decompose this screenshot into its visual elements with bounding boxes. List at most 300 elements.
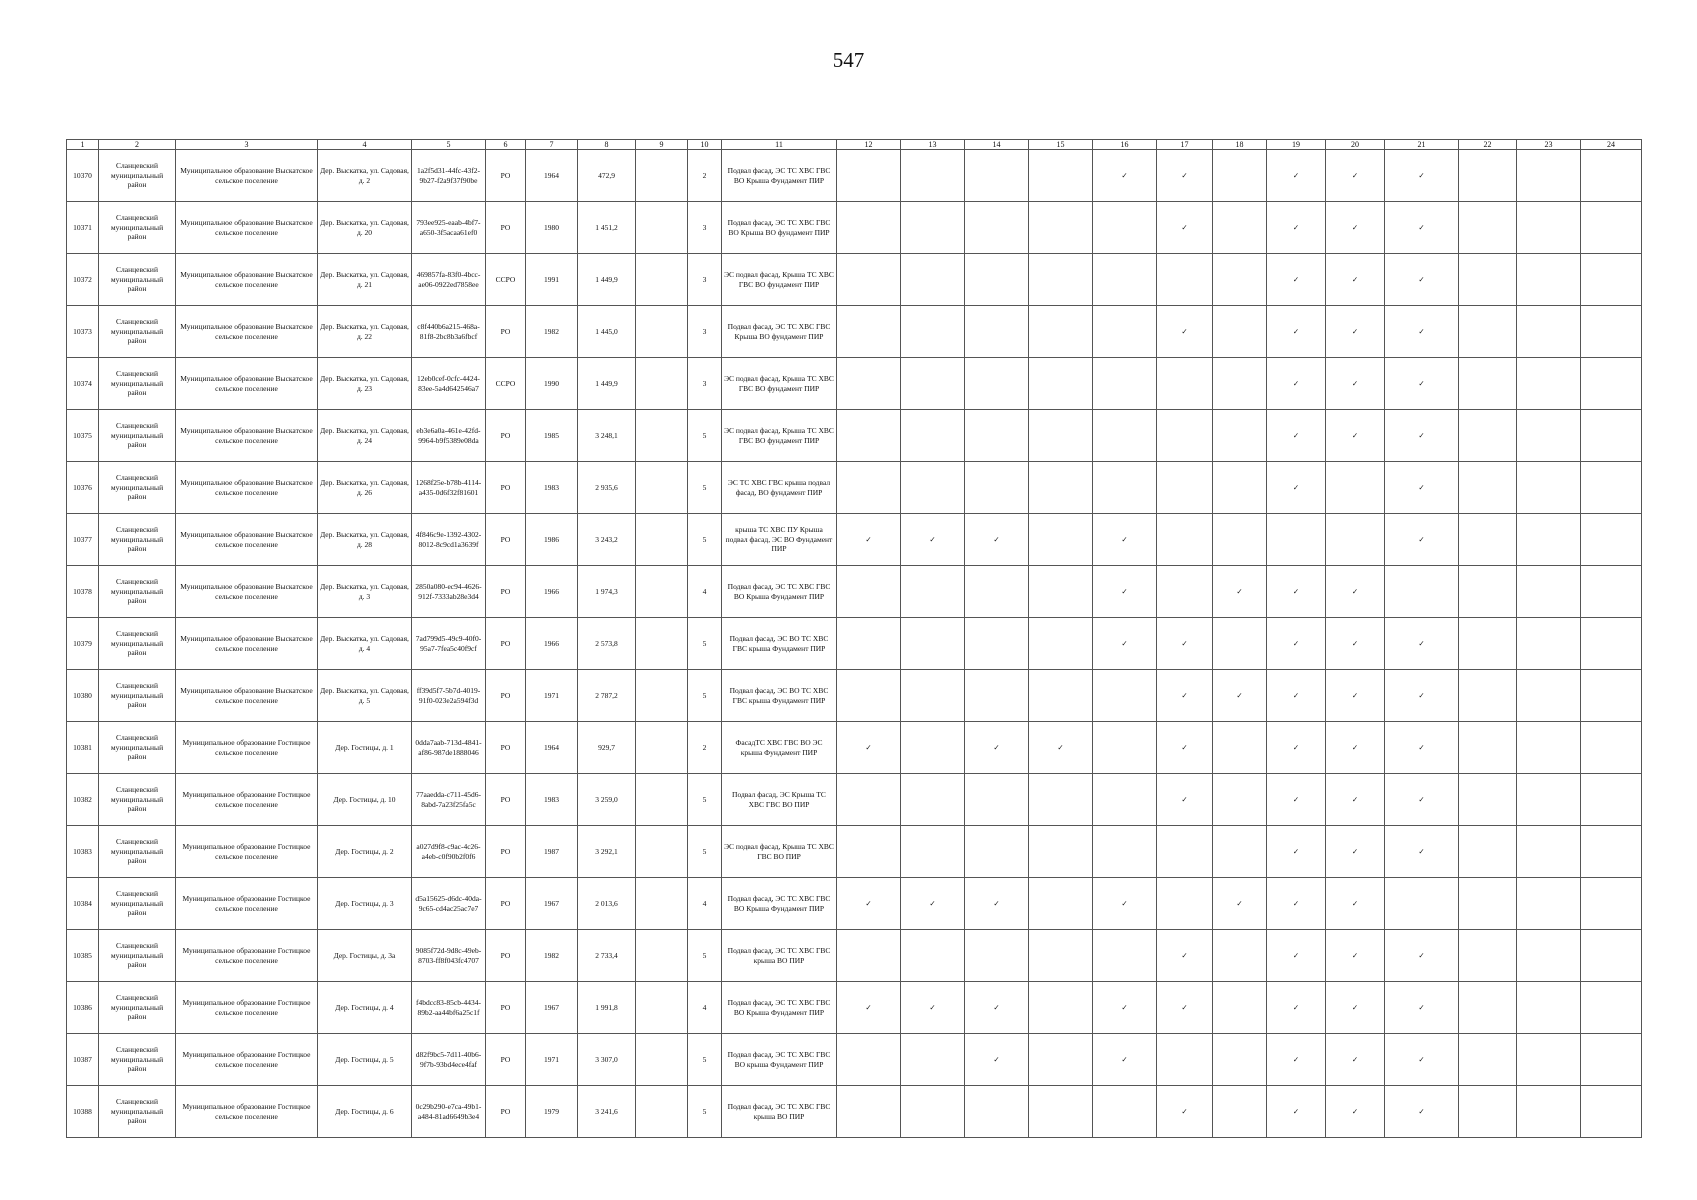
works-list-cell: ЭС подвал фасад, Крыша ТС ХВС ГВС ВО фундамент ПИР: [722, 254, 837, 306]
works-list-cell: ЭС ТС ХВС ГВС крыша подвал фасад, ВО фундамент ПИР: [722, 462, 837, 514]
empty-work-cell: [1517, 722, 1581, 774]
district-cell: Сланцевский муниципальный район: [99, 150, 176, 202]
checkmark-icon: ✓: [1326, 618, 1385, 670]
column-9-cell: [636, 1034, 688, 1086]
district-cell: Сланцевский муниципальный район: [99, 410, 176, 462]
floors-cell: 5: [688, 514, 722, 566]
empty-work-cell: [1517, 410, 1581, 462]
column-number-header: 20: [1326, 140, 1385, 150]
empty-work-cell: [965, 462, 1029, 514]
empty-work-cell: [1157, 462, 1213, 514]
column-number-header: 6: [486, 140, 526, 150]
building-uid-cell: f4bdcc83-85cb-4434-89b2-aa44bf6a25c1f: [412, 982, 486, 1034]
management-type-cell: РО: [486, 982, 526, 1034]
table-row: [67, 514, 1642, 566]
empty-work-cell: [901, 618, 965, 670]
floors-cell: 3: [688, 358, 722, 410]
empty-work-cell: [1581, 358, 1642, 410]
table-row: [67, 462, 1642, 514]
checkmark-icon: ✓: [1326, 670, 1385, 722]
empty-work-cell: [1581, 722, 1642, 774]
management-type-cell: РО: [486, 930, 526, 982]
checkmark-icon: ✓: [1385, 150, 1459, 202]
area-cell: 1 445,0: [578, 306, 636, 358]
year-built-cell: 1967: [526, 982, 578, 1034]
address-cell: Дер. Гостицы, д. 10: [318, 774, 412, 826]
municipality-cell: Муниципальное образование Гостицкое сельское поселение: [176, 930, 318, 982]
table-row: [67, 826, 1642, 878]
row-id-cell: 10385: [67, 930, 99, 982]
checkmark-icon: ✓: [837, 982, 901, 1034]
empty-work-cell: [901, 1086, 965, 1138]
empty-work-cell: [1581, 514, 1642, 566]
row-id-cell: 10378: [67, 566, 99, 618]
empty-work-cell: [1093, 462, 1157, 514]
municipality-cell: Муниципальное образование Гостицкое сельское поселение: [176, 1034, 318, 1086]
works-list-cell: Подвал фасад, ЭС ТС ХВС ГВС ВО Крыша Фундамент ПИР: [722, 566, 837, 618]
checkmark-icon: ✓: [1157, 306, 1213, 358]
address-cell: Дер. Гостицы, д. 5: [318, 1034, 412, 1086]
floors-cell: 3: [688, 306, 722, 358]
checkmark-icon: ✓: [1157, 722, 1213, 774]
works-list-cell: Подвал фасад, ЭС ТС ХВС ГВС ВО Крыша ВО фундамент ПИР: [722, 202, 837, 254]
table-row: [67, 618, 1642, 670]
column-9-cell: [636, 878, 688, 930]
checkmark-icon: ✓: [1093, 514, 1157, 566]
area-cell: 1 451,2: [578, 202, 636, 254]
column-9-cell: [636, 462, 688, 514]
empty-work-cell: [1459, 566, 1517, 618]
floors-cell: 5: [688, 774, 722, 826]
area-cell: 1 991,8: [578, 982, 636, 1034]
checkmark-icon: ✓: [1385, 1086, 1459, 1138]
page-number: 547: [832, 48, 865, 72]
checkmark-icon: ✓: [1267, 150, 1326, 202]
row-id-cell: 10387: [67, 1034, 99, 1086]
municipality-cell: Муниципальное образование Выскатское сельское поселение: [176, 462, 318, 514]
municipality-cell: Муниципальное образование Гостицкое сельское поселение: [176, 826, 318, 878]
column-number-header: 21: [1385, 140, 1459, 150]
empty-work-cell: [965, 566, 1029, 618]
empty-work-cell: [837, 1086, 901, 1138]
row-id-cell: 10386: [67, 982, 99, 1034]
column-9-cell: [636, 150, 688, 202]
column-9-cell: [636, 254, 688, 306]
address-cell: Дер. Выскатка, ул. Садовая, д. 2: [318, 150, 412, 202]
area-cell: 3 292,1: [578, 826, 636, 878]
empty-work-cell: [965, 670, 1029, 722]
year-built-cell: 1966: [526, 618, 578, 670]
checkmark-icon: ✓: [1267, 618, 1326, 670]
municipality-cell: Муниципальное образование Выскатское сельское поселение: [176, 514, 318, 566]
column-number-header: 16: [1093, 140, 1157, 150]
empty-work-cell: [1213, 202, 1267, 254]
empty-work-cell: [1029, 202, 1093, 254]
area-cell: 3 259,0: [578, 774, 636, 826]
management-type-cell: ССРО: [486, 254, 526, 306]
empty-work-cell: [1029, 1086, 1093, 1138]
checkmark-icon: ✓: [1326, 1034, 1385, 1086]
municipality-cell: Муниципальное образование Выскатское сельское поселение: [176, 254, 318, 306]
empty-work-cell: [965, 930, 1029, 982]
checkmark-icon: ✓: [837, 514, 901, 566]
checkmark-icon: ✓: [1326, 306, 1385, 358]
checkmark-icon: ✓: [1385, 202, 1459, 254]
district-cell: Сланцевский муниципальный район: [99, 826, 176, 878]
column-9-cell: [636, 514, 688, 566]
empty-work-cell: [901, 462, 965, 514]
table-row: [67, 1034, 1642, 1086]
column-9-cell: [636, 930, 688, 982]
checkmark-icon: ✓: [1093, 982, 1157, 1034]
district-cell: Сланцевский муниципальный район: [99, 722, 176, 774]
checkmark-icon: ✓: [1267, 774, 1326, 826]
empty-work-cell: [1213, 618, 1267, 670]
empty-work-cell: [965, 410, 1029, 462]
checkmark-icon: ✓: [1267, 202, 1326, 254]
year-built-cell: 1983: [526, 774, 578, 826]
empty-work-cell: [1093, 358, 1157, 410]
district-cell: Сланцевский муниципальный район: [99, 1086, 176, 1138]
empty-work-cell: [965, 1086, 1029, 1138]
empty-work-cell: [837, 306, 901, 358]
area-cell: 2 935,6: [578, 462, 636, 514]
management-type-cell: РО: [486, 878, 526, 930]
empty-work-cell: [965, 774, 1029, 826]
empty-work-cell: [1581, 566, 1642, 618]
empty-work-cell: [1093, 670, 1157, 722]
checkmark-icon: ✓: [1326, 254, 1385, 306]
building-uid-cell: 4f846c9e-1392-4302-8012-8c9cd1a3639f: [412, 514, 486, 566]
empty-work-cell: [965, 358, 1029, 410]
row-id-cell: 10371: [67, 202, 99, 254]
empty-work-cell: [1029, 930, 1093, 982]
works-list-cell: ЭС подвал фасад, Крыша ТС ХВС ГВС ВО фундамент ПИР: [722, 358, 837, 410]
empty-work-cell: [837, 150, 901, 202]
year-built-cell: 1964: [526, 150, 578, 202]
works-list-cell: Подвал фасад, ЭС ТС ХВС ГВС ВО крыша Фундамент ПИР: [722, 1034, 837, 1086]
empty-work-cell: [1093, 306, 1157, 358]
empty-work-cell: [1093, 202, 1157, 254]
empty-work-cell: [837, 566, 901, 618]
area-cell: 929,7: [578, 722, 636, 774]
empty-work-cell: [1029, 566, 1093, 618]
area-cell: 3 243,2: [578, 514, 636, 566]
building-uid-cell: ff39d5f7-5b7d-4019-91f0-023e2a594f3d: [412, 670, 486, 722]
empty-work-cell: [901, 930, 965, 982]
empty-work-cell: [901, 306, 965, 358]
year-built-cell: 1967: [526, 878, 578, 930]
empty-work-cell: [1213, 1086, 1267, 1138]
empty-work-cell: [1581, 410, 1642, 462]
municipality-cell: Муниципальное образование Гостицкое сельское поселение: [176, 774, 318, 826]
checkmark-icon: ✓: [1093, 566, 1157, 618]
empty-work-cell: [1213, 774, 1267, 826]
municipality-cell: Муниципальное образование Выскатское сельское поселение: [176, 202, 318, 254]
checkmark-icon: ✓: [1385, 306, 1459, 358]
checkmark-icon: ✓: [1157, 982, 1213, 1034]
checkmark-icon: ✓: [1157, 1086, 1213, 1138]
checkmark-icon: ✓: [901, 982, 965, 1034]
empty-work-cell: [1029, 774, 1093, 826]
empty-work-cell: [1385, 878, 1459, 930]
works-list-cell: Подвал фасад, ЭС ТС ХВС ГВС ВО Крыша Фундамент ПИР: [722, 878, 837, 930]
row-id-cell: 10384: [67, 878, 99, 930]
empty-work-cell: [837, 670, 901, 722]
empty-work-cell: [1581, 1034, 1642, 1086]
column-number-header: 8: [578, 140, 636, 150]
column-9-cell: [636, 358, 688, 410]
empty-work-cell: [1326, 514, 1385, 566]
checkmark-icon: ✓: [1157, 202, 1213, 254]
management-type-cell: РО: [486, 202, 526, 254]
row-id-cell: 10376: [67, 462, 99, 514]
empty-work-cell: [1517, 878, 1581, 930]
checkmark-icon: ✓: [1385, 982, 1459, 1034]
column-number-header: 3: [176, 140, 318, 150]
empty-work-cell: [1029, 878, 1093, 930]
floors-cell: 5: [688, 1086, 722, 1138]
empty-work-cell: [1029, 462, 1093, 514]
checkmark-icon: ✓: [1267, 982, 1326, 1034]
works-list-cell: ЭС подвал фасад, Крыша ТС ХВС ГВС ВО фундамент ПИР: [722, 410, 837, 462]
empty-work-cell: [1213, 150, 1267, 202]
district-cell: Сланцевский муниципальный район: [99, 670, 176, 722]
checkmark-icon: ✓: [1385, 358, 1459, 410]
checkmark-icon: ✓: [1326, 774, 1385, 826]
table-row: [67, 410, 1642, 462]
empty-work-cell: [1459, 254, 1517, 306]
works-list-cell: Подвал фасад, ЭС ТС ХВС ГВС крыша ВО ПИР: [722, 930, 837, 982]
empty-work-cell: [901, 254, 965, 306]
empty-work-cell: [1517, 774, 1581, 826]
management-type-cell: РО: [486, 1034, 526, 1086]
building-uid-cell: 0c29b290-e7ca-49b1-a484-81ad6649b3e4: [412, 1086, 486, 1138]
checkmark-icon: ✓: [1326, 982, 1385, 1034]
address-cell: Дер. Выскатка, ул. Садовая, д. 4: [318, 618, 412, 670]
empty-work-cell: [1517, 930, 1581, 982]
year-built-cell: 1983: [526, 462, 578, 514]
column-number-header: 12: [837, 140, 901, 150]
management-type-cell: ССРО: [486, 358, 526, 410]
municipality-cell: Муниципальное образование Выскатское сельское поселение: [176, 618, 318, 670]
checkmark-icon: ✓: [1267, 566, 1326, 618]
empty-work-cell: [1459, 462, 1517, 514]
building-uid-cell: 1268f25e-b78b-4114-a435-0d6f32f81601: [412, 462, 486, 514]
column-9-cell: [636, 410, 688, 462]
empty-work-cell: [901, 202, 965, 254]
address-cell: Дер. Выскатка, ул. Садовая, д. 26: [318, 462, 412, 514]
empty-work-cell: [1459, 982, 1517, 1034]
year-built-cell: 1966: [526, 566, 578, 618]
column-9-cell: [636, 982, 688, 1034]
empty-work-cell: [965, 254, 1029, 306]
empty-work-cell: [1517, 670, 1581, 722]
table-row: [67, 722, 1642, 774]
address-cell: Дер. Выскатка, ул. Садовая, д. 3: [318, 566, 412, 618]
column-number-header: 10: [688, 140, 722, 150]
table-row: [67, 774, 1642, 826]
empty-work-cell: [1459, 930, 1517, 982]
floors-cell: 3: [688, 202, 722, 254]
address-cell: Дер. Выскатка, ул. Садовая, д. 22: [318, 306, 412, 358]
empty-work-cell: [1517, 1086, 1581, 1138]
address-cell: Дер. Выскатка, ул. Садовая, д. 20: [318, 202, 412, 254]
floors-cell: 5: [688, 670, 722, 722]
column-number-header: 7: [526, 140, 578, 150]
empty-work-cell: [1213, 826, 1267, 878]
empty-work-cell: [901, 774, 965, 826]
district-cell: Сланцевский муниципальный район: [99, 254, 176, 306]
empty-work-cell: [1157, 878, 1213, 930]
district-cell: Сланцевский муниципальный район: [99, 618, 176, 670]
empty-work-cell: [1459, 306, 1517, 358]
district-cell: Сланцевский муниципальный район: [99, 462, 176, 514]
table-row: [67, 306, 1642, 358]
checkmark-icon: ✓: [1326, 150, 1385, 202]
table-row: [67, 566, 1642, 618]
column-number-header: 22: [1459, 140, 1517, 150]
floors-cell: 5: [688, 618, 722, 670]
empty-work-cell: [1517, 514, 1581, 566]
checkmark-icon: ✓: [965, 514, 1029, 566]
address-cell: Дер. Гостицы, д. 3а: [318, 930, 412, 982]
empty-work-cell: [1459, 826, 1517, 878]
municipality-cell: Муниципальное образование Гостицкое сельское поселение: [176, 878, 318, 930]
address-cell: Дер. Выскатка, ул. Садовая, д. 23: [318, 358, 412, 410]
management-type-cell: РО: [486, 826, 526, 878]
checkmark-icon: ✓: [1326, 1086, 1385, 1138]
building-uid-cell: c8f440b6a215-468a-81f8-2bc8b3a6fbcf: [412, 306, 486, 358]
checkmark-icon: ✓: [1267, 410, 1326, 462]
year-built-cell: 1971: [526, 1034, 578, 1086]
management-type-cell: РО: [486, 410, 526, 462]
works-list-cell: крыша ТС ХВС ПУ Крыша подвал фасад, ЭС ВО Фундамент ПИР: [722, 514, 837, 566]
empty-work-cell: [1517, 1034, 1581, 1086]
works-list-cell: ФасадТС ХВС ГВС ВО ЭС крыша Фундамент ПИР: [722, 722, 837, 774]
empty-work-cell: [1459, 1086, 1517, 1138]
empty-work-cell: [901, 826, 965, 878]
checkmark-icon: ✓: [1326, 566, 1385, 618]
address-cell: Дер. Гостицы, д. 1: [318, 722, 412, 774]
checkmark-icon: ✓: [1093, 150, 1157, 202]
table-row: [67, 150, 1642, 202]
table-row: [67, 1086, 1642, 1138]
checkmark-icon: ✓: [1157, 150, 1213, 202]
column-9-cell: [636, 826, 688, 878]
checkmark-icon: ✓: [1267, 1034, 1326, 1086]
row-id-cell: 10379: [67, 618, 99, 670]
empty-work-cell: [1581, 150, 1642, 202]
empty-work-cell: [1459, 514, 1517, 566]
empty-work-cell: [1459, 722, 1517, 774]
table-row: [67, 878, 1642, 930]
checkmark-icon: ✓: [1385, 670, 1459, 722]
empty-work-cell: [1326, 462, 1385, 514]
empty-work-cell: [1459, 410, 1517, 462]
building-uid-cell: 2850a080-ec94-4626-912f-7333ab28e3d4: [412, 566, 486, 618]
empty-work-cell: [1029, 982, 1093, 1034]
column-9-cell: [636, 306, 688, 358]
checkmark-icon: ✓: [901, 514, 965, 566]
district-cell: Сланцевский муниципальный район: [99, 514, 176, 566]
area-cell: 2 787,2: [578, 670, 636, 722]
row-id-cell: 10377: [67, 514, 99, 566]
empty-work-cell: [1029, 254, 1093, 306]
building-uid-cell: 1a2f5d31-44fc-43f2-9b27-f2a9f37f90be: [412, 150, 486, 202]
municipality-cell: Муниципальное образование Гостицкое сельское поселение: [176, 1086, 318, 1138]
management-type-cell: РО: [486, 306, 526, 358]
empty-work-cell: [1029, 1034, 1093, 1086]
address-cell: Дер. Гостицы, д. 4: [318, 982, 412, 1034]
empty-work-cell: [901, 1034, 965, 1086]
checkmark-icon: ✓: [1267, 254, 1326, 306]
empty-work-cell: [1581, 306, 1642, 358]
empty-work-cell: [837, 254, 901, 306]
empty-work-cell: [1093, 1086, 1157, 1138]
management-type-cell: РО: [486, 1086, 526, 1138]
empty-work-cell: [901, 150, 965, 202]
empty-work-cell: [837, 774, 901, 826]
management-type-cell: РО: [486, 670, 526, 722]
checkmark-icon: ✓: [1267, 670, 1326, 722]
row-id-cell: 10380: [67, 670, 99, 722]
area-cell: 3 241,6: [578, 1086, 636, 1138]
column-9-cell: [636, 618, 688, 670]
checkmark-icon: ✓: [965, 722, 1029, 774]
empty-work-cell: [901, 358, 965, 410]
municipality-cell: Муниципальное образование Гостицкое сельское поселение: [176, 722, 318, 774]
empty-work-cell: [965, 826, 1029, 878]
empty-work-cell: [837, 202, 901, 254]
area-cell: 1 449,9: [578, 358, 636, 410]
empty-work-cell: [1581, 462, 1642, 514]
district-cell: Сланцевский муниципальный район: [99, 566, 176, 618]
checkmark-icon: ✓: [1267, 358, 1326, 410]
empty-work-cell: [1029, 306, 1093, 358]
empty-work-cell: [1157, 826, 1213, 878]
empty-work-cell: [1517, 254, 1581, 306]
checkmark-icon: ✓: [1093, 1034, 1157, 1086]
checkmark-icon: ✓: [1326, 410, 1385, 462]
row-id-cell: 10383: [67, 826, 99, 878]
area-cell: 3 307,0: [578, 1034, 636, 1086]
building-uid-cell: 793ee925-eaab-4bf7-a650-3f5acaa61ef0: [412, 202, 486, 254]
row-id-cell: 10370: [67, 150, 99, 202]
empty-work-cell: [1581, 826, 1642, 878]
column-number-header: 2: [99, 140, 176, 150]
municipality-cell: Муниципальное образование Выскатское сельское поселение: [176, 358, 318, 410]
address-cell: Дер. Выскатка, ул. Садовая, д. 5: [318, 670, 412, 722]
empty-work-cell: [1517, 358, 1581, 410]
floors-cell: 5: [688, 930, 722, 982]
floors-cell: 3: [688, 254, 722, 306]
empty-work-cell: [1581, 930, 1642, 982]
empty-work-cell: [1213, 254, 1267, 306]
works-list-cell: Подвал фасад, ЭС ВО ТС ХВС ГВС крыша Фундамент ПИР: [722, 618, 837, 670]
housing-register-table: [66, 139, 1642, 1138]
building-uid-cell: 77aaedda-c711-45d6-8abd-7a23f25fa5c: [412, 774, 486, 826]
empty-work-cell: [1157, 1034, 1213, 1086]
checkmark-icon: ✓: [1385, 514, 1459, 566]
empty-work-cell: [1385, 566, 1459, 618]
floors-cell: 2: [688, 150, 722, 202]
empty-work-cell: [1517, 462, 1581, 514]
table-row: [67, 358, 1642, 410]
empty-work-cell: [965, 150, 1029, 202]
checkmark-icon: ✓: [1029, 722, 1093, 774]
empty-work-cell: [965, 202, 1029, 254]
